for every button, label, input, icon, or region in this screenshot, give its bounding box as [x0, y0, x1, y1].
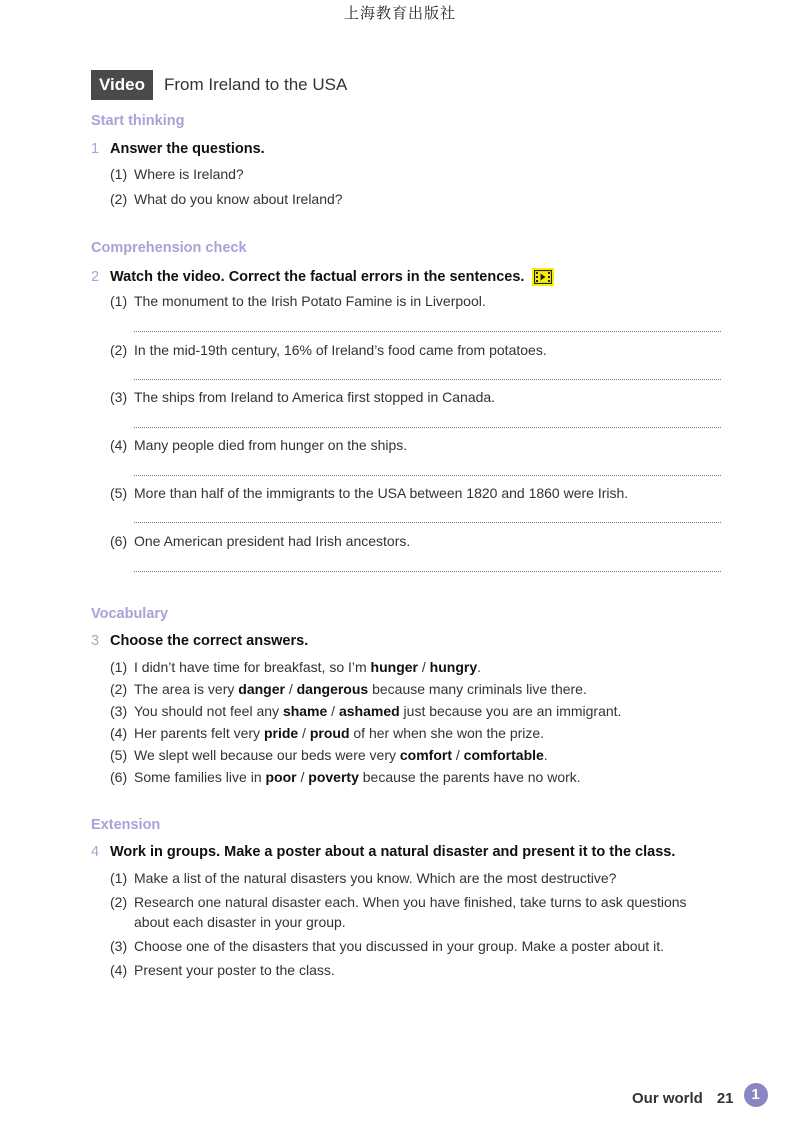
choice-option-a[interactable]: pride	[263, 725, 299, 741]
item-text: Choose one of the disasters that you discussed in your group. Make a poster about it.	[134, 938, 664, 954]
question-3-item-6	[110, 767, 581, 787]
item-text-before: The area is very	[134, 681, 239, 697]
question-1-heading	[91, 141, 265, 157]
choice-option-b[interactable]: hungry	[429, 659, 478, 675]
item-text: Present your poster to the class.	[134, 962, 335, 978]
choice-option-a[interactable]: shame	[282, 703, 328, 719]
question-number: 3	[91, 633, 100, 649]
section-extension: Extension	[91, 817, 161, 833]
question-instruction: Watch the video. Correct the factual errors in the sentences.	[110, 269, 525, 285]
choice-option-b[interactable]: ashamed	[338, 703, 400, 719]
question-3-item-5	[110, 745, 548, 765]
video-tag: Video	[91, 70, 153, 100]
question-3-item-3	[110, 701, 621, 721]
item-number: (3)	[110, 703, 128, 719]
item-number: (1)	[110, 166, 128, 182]
question-1-item-1	[110, 164, 244, 184]
question-4-item-2	[110, 892, 722, 932]
question-2-item-5	[110, 483, 628, 503]
item-number: (1)	[110, 870, 128, 886]
choice-option-b[interactable]: poverty	[308, 769, 359, 785]
item-number: (3)	[110, 389, 128, 405]
item-number: (5)	[110, 485, 128, 501]
item-text-after: of her when she won the prize.	[349, 725, 545, 741]
item-text: Where is Ireland?	[134, 166, 244, 182]
question-3-item-4	[110, 723, 544, 743]
choice-separator: /	[298, 725, 310, 741]
item-text-after: just because you are an immigrant.	[399, 703, 622, 719]
choice-separator: /	[284, 681, 297, 697]
choice-option-a[interactable]: comfort	[399, 747, 452, 763]
item-text-before: I didn’t have time for breakfast, so I’m	[134, 659, 371, 675]
answer-line-2[interactable]	[134, 379, 721, 380]
choice-option-a[interactable]: poor	[265, 769, 297, 785]
question-4-item-4	[110, 960, 335, 980]
question-3-item-2	[110, 679, 587, 699]
item-text-before: You should not feel any	[134, 703, 283, 719]
item-number: (4)	[110, 962, 128, 978]
choice-separator: /	[418, 659, 430, 675]
lesson-header	[91, 70, 347, 100]
item-text-before: Some families live in	[134, 769, 266, 785]
item-text-before: Her parents felt very	[134, 725, 264, 741]
choice-option-b[interactable]: proud	[309, 725, 350, 741]
item-number: (2)	[110, 342, 128, 358]
item-text: Make a list of the natural disasters you know. Which are the most destructive?	[134, 870, 617, 886]
choice-option-a[interactable]: danger	[238, 681, 285, 697]
choice-option-a[interactable]: hunger	[370, 659, 418, 675]
question-2-item-6	[110, 531, 410, 551]
question-2-item-1	[110, 291, 486, 311]
question-number: 4	[91, 844, 100, 860]
item-number: (6)	[110, 769, 128, 785]
item-text: The ships from Ireland to America first stopped in Canada.	[134, 389, 496, 405]
item-text: Many people died from hunger on the ships.	[134, 437, 408, 453]
question-instruction: Answer the questions.	[110, 141, 265, 157]
choice-option-b[interactable]: dangerous	[296, 681, 369, 697]
item-text-continued: about each disaster in your group.	[134, 914, 346, 930]
item-number: (4)	[110, 437, 128, 453]
question-2-item-3	[110, 387, 495, 407]
unit-name: Our world	[632, 1090, 703, 1107]
section-vocabulary: Vocabulary	[91, 606, 169, 622]
item-number: (4)	[110, 725, 128, 741]
question-instruction: Work in groups. Make a poster about a natural disaster and present it to the class.	[110, 844, 676, 860]
page-number: 21	[716, 1090, 734, 1107]
choice-separator: /	[296, 769, 309, 785]
question-number: 2	[91, 269, 100, 285]
item-number: (1)	[110, 293, 128, 309]
page-footer	[632, 1085, 768, 1107]
lesson-title: From Ireland to the USA	[163, 75, 348, 94]
item-number: (1)	[110, 659, 128, 675]
question-4-item-3	[110, 936, 664, 956]
item-number: (2)	[110, 191, 128, 207]
item-text: The monument to the Irish Potato Famine is in Liverpool.	[134, 293, 486, 309]
question-2-item-4	[110, 435, 407, 455]
choice-option-b[interactable]: comfortable	[463, 747, 544, 763]
question-instruction: Choose the correct answers.	[110, 633, 309, 649]
choice-separator: /	[327, 703, 339, 719]
item-text-after: because the parents have no work.	[358, 769, 581, 785]
item-text: One American president had Irish ancestors.	[134, 533, 411, 549]
section-comprehension-check: Comprehension check	[91, 240, 247, 256]
item-number: (6)	[110, 533, 128, 549]
item-text: More than half of the immigrants to the USA between 1820 and 1860 were Irish.	[134, 485, 629, 501]
item-number: (3)	[110, 938, 128, 954]
item-text: In the mid-19th century, 16% of Ireland’s food came from potatoes.	[134, 342, 547, 358]
item-number: (2)	[110, 894, 128, 910]
question-3-item-1	[110, 657, 481, 677]
choice-separator: /	[452, 747, 464, 763]
video-icon	[532, 268, 554, 286]
item-text-after: because many criminals live there.	[368, 681, 587, 697]
answer-line-5[interactable]	[134, 522, 721, 523]
question-2-heading	[91, 268, 554, 286]
question-3-heading	[91, 633, 308, 649]
question-1-item-2	[110, 189, 343, 209]
question-2-item-2	[110, 340, 547, 360]
item-number: (5)	[110, 747, 128, 763]
question-number: 1	[91, 141, 100, 157]
answer-line-4[interactable]	[134, 475, 721, 476]
item-number: (2)	[110, 681, 128, 697]
item-text: Research one natural disaster each. When you have finished, take turns to ask questions	[134, 894, 687, 910]
question-4-item-1	[110, 868, 616, 888]
item-text-after: .	[543, 747, 548, 763]
unit-number-badge: 1	[744, 1083, 768, 1107]
item-text-after: .	[477, 659, 482, 675]
item-text: What do you know about Ireland?	[134, 191, 343, 207]
question-4-heading	[91, 844, 675, 860]
section-start-thinking: Start thinking	[91, 113, 185, 129]
item-text-before: We slept well because our beds were very	[134, 747, 400, 763]
answer-line-6[interactable]	[134, 571, 721, 572]
answer-line-1[interactable]	[134, 331, 721, 332]
publisher-name: 上海教育出版社	[343, 4, 456, 22]
answer-line-3[interactable]	[134, 427, 721, 428]
